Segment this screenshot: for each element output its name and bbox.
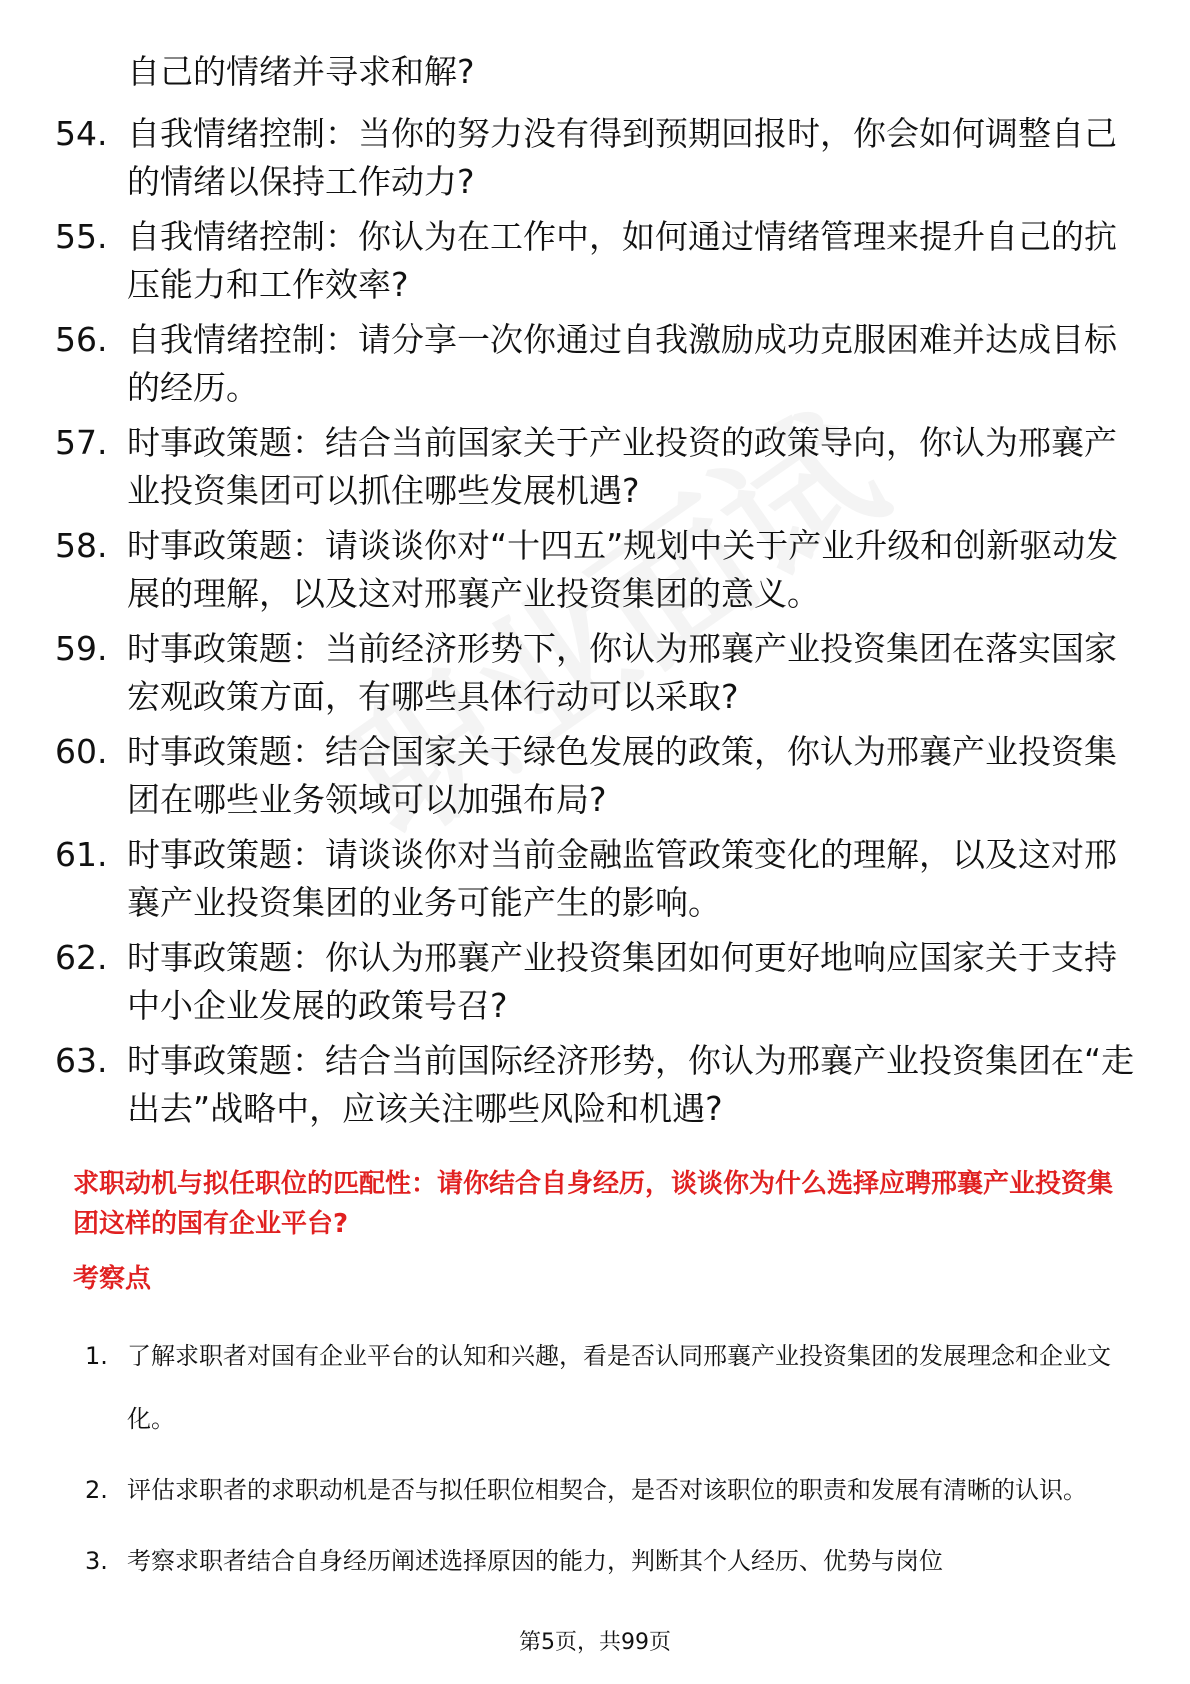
subsection-heading: 考察点 [73,1264,152,1294]
section-heading: 求职动机与拟任职位的匹配性：请你结合自身经历，谈谈你为什么选择应聘邢襄产业投资集团这样的国有企业平台? [73,1169,1114,1239]
question-text: 时事政策题：请谈谈你对“十四五”规划中关于产业升级和创新驱动发展的理解，以及这对邢襄产业投资集团的意义。 [127,526,1119,613]
page-footer: 第5页，共99页 [519,1630,671,1655]
question-number: 60. [55,732,108,771]
continuation-text: 自己的情绪并寻求和解? [127,52,475,91]
point-text: 了解求职者对国有企业平台的认知和兴趣，看是否认同邢襄产业投资集团的发展理念和企业文化。 [127,1342,1111,1433]
question-number: 54. [55,114,108,153]
question-number: 55. [55,217,108,256]
point-number: 3. [85,1547,108,1575]
question-item [55,522,1135,618]
question-number: 62. [55,938,108,977]
question-text: 时事政策题：结合当前国际经济形势，你认为邢襄产业投资集团在“走出去”战略中，应该关注哪些风险和机遇? [127,1041,1135,1128]
question-number: 58. [55,526,108,565]
question-item [55,316,1135,412]
question-number: 61. [55,835,108,874]
question-list [55,110,1135,1140]
question-text: 时事政策题：结合国家关于绿色发展的政策，你认为邢襄产业投资集团在哪些业务领域可以加强布局? [127,732,1117,819]
question-item [55,831,1135,927]
point-text: 评估求职者的求职动机是否与拟任职位相契合，是否对该职位的职责和发展有清晰的认识。 [127,1476,1087,1504]
question-text: 自我情绪控制：当你的努力没有得到预期回报时，你会如何调整自己的情绪以保持工作动力? [127,114,1117,201]
question-item [55,1037,1135,1133]
question-item [55,728,1135,824]
question-number: 57. [55,423,108,462]
question-item [55,213,1135,309]
assessment-point [85,1459,1125,1522]
question-number: 59. [55,629,108,668]
question-text: 自我情绪控制：你认为在工作中，如何通过情绪管理来提升自己的抗压能力和工作效率? [127,217,1117,304]
question-text: 时事政策题：结合当前国家关于产业投资的政策导向，你认为邢襄产业投资集团可以抓住哪些发展机遇? [127,423,1117,510]
question-item [55,419,1135,515]
assessment-point [85,1530,1125,1593]
question-item [55,625,1135,721]
question-item [55,110,1135,206]
question-item [55,934,1135,1030]
assessment-point [85,1325,1125,1451]
point-text: 考察求职者结合自身经历阐述选择原因的能力，判断其个人经历、优势与岗位 [127,1547,943,1575]
question-text: 时事政策题：请谈谈你对当前金融监管政策变化的理解，以及这对邢襄产业投资集团的业务可能产生的影响。 [127,835,1117,922]
point-number: 1. [85,1342,108,1370]
question-text: 自我情绪控制：请分享一次你通过自我激励成功克服困难并达成目标的经历。 [127,320,1117,407]
question-text: 时事政策题：你认为邢襄产业投资集团如何更好地响应国家关于支持中小企业发展的政策号召? [127,938,1117,1025]
question-number: 56. [55,320,108,359]
question-number: 63. [55,1041,108,1080]
point-number: 2. [85,1476,108,1504]
assessment-points-list [85,1325,1125,1601]
question-text: 时事政策题：当前经济形势下，你认为邢襄产业投资集团在落实国家宏观政策方面，有哪些具体行动可以采取? [127,629,1117,716]
